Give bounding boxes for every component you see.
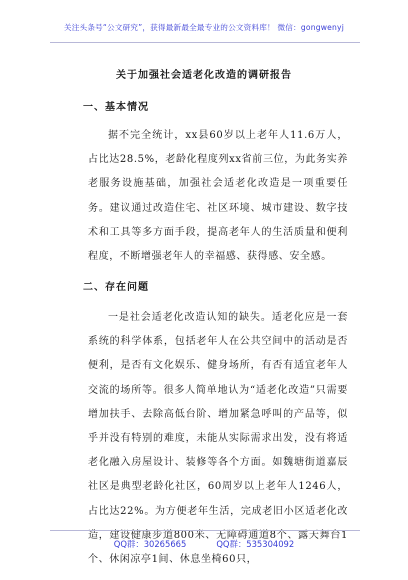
footer-qq-group-1: QQ群：30265665 bbox=[113, 539, 187, 549]
footer-divider bbox=[50, 530, 360, 531]
footer-contact bbox=[0, 538, 408, 550]
header-banner: 关注头条号“公文研究”，获得最新最全最专业的公文资料库！ 微信：gongwenyj bbox=[63, 23, 345, 32]
header-divider bbox=[50, 42, 360, 43]
section-heading-basic-situation: 一、基本情况 bbox=[83, 102, 149, 113]
section-paragraph-basic-situation: 据不完全统计，xx县60岁以上老年人11.6万人，占比达28.5%，老龄化程度列xx省前三位，为此务实养老服务设施基础，加强社会适老化改造是一项重要任务。建议通过改造住宅、社区环境、城市建设、数字技术和工具等多方面手段，提高老年人的生活质量和便利程度，不断增强老年人的幸福感、获得感、安全感。 bbox=[88, 130, 348, 263]
section-heading-problems: 二、存在问题 bbox=[83, 282, 149, 293]
section-paragraph-problems: 一是社会适老化改造认知的缺失。适老化应是一套系统的科学体系，包括老年人在公共空间中的活动是否便利，是否有文化娱乐、健身场所，有否有适宜老年人交流的场所等。很多人简单地认为“适老化改造”只需要增加扶手、去除高低台阶、增加紧急呼叫的产品等，似乎并没有特别的难度，未能从实际需求出发，没有将适老化融入房屋设计、装修等各个方面。如魏塘街道嘉辰社区是典型老龄化社区，60周岁以上老年人1246人，占比达22%。为方便老年生活，完成老旧小区适老化改造，建设健康步道800米、无障碍通道8个、露天舞台1个、休闲凉亭1间、休息坐椅60只， bbox=[88, 312, 348, 566]
document-title: 关于加强社会适老化改造的调研报告 bbox=[116, 70, 292, 81]
footer-qq-group-2: QQ群：535304092 bbox=[216, 539, 295, 549]
